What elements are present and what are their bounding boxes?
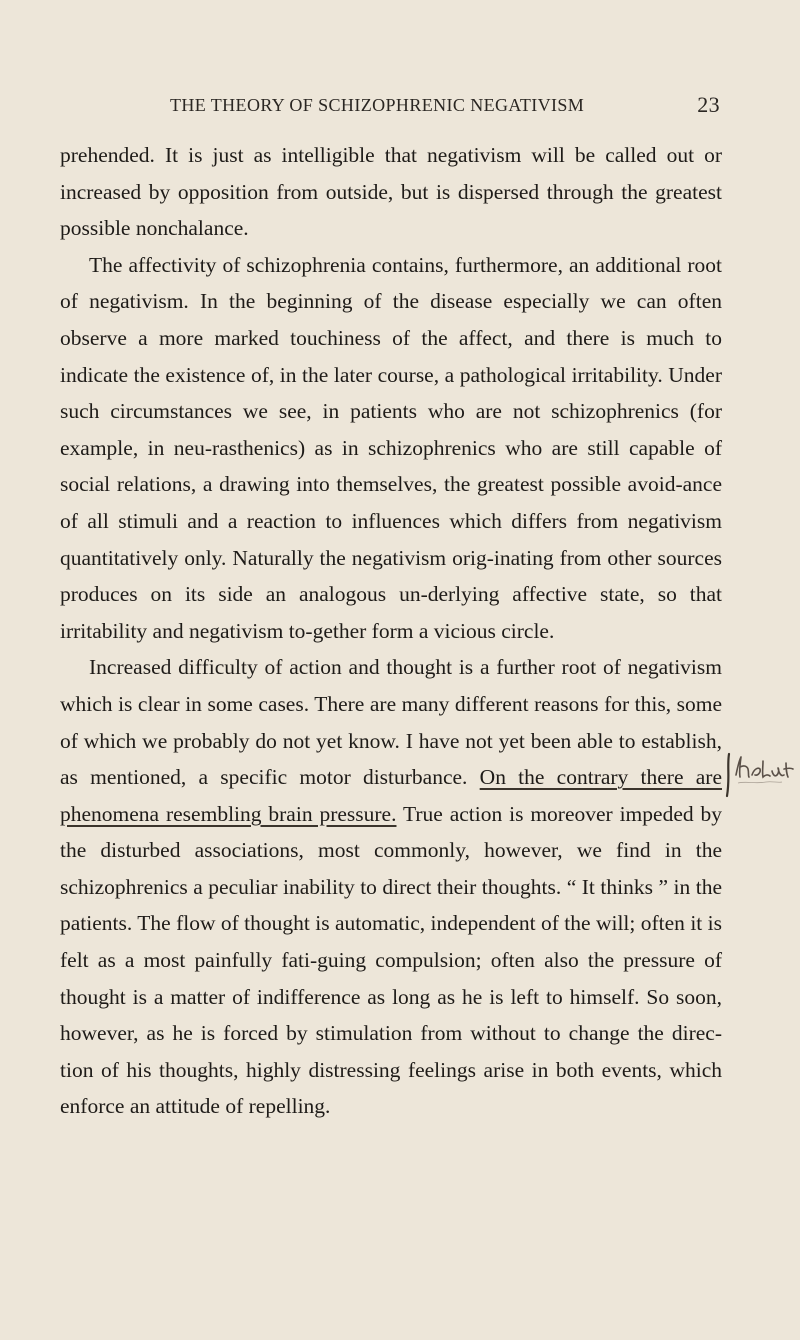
running-head-title: THE THEORY OF SCHIZOPHRENIC NEGATIVISM	[170, 95, 585, 115]
paragraph-2: The affectivity of schizophrenia contains, furthermore, an additional root of negativism. In the beginning of the disease especially we can often observe a more marked touchiness of the affect, and there is much to indicate the existence of, in the later course, a pathological irritability. Under such circumstances we see, in patients who are not schizophrenics (for example, in neu-rasthenics) as in schizophrenics who are still capable of social relations, a drawing into themselves, the greatest possible avoid-ance of all stimuli and a reaction to influences which differs from negativism quantitatively only. Naturally the negativism orig-inating from other sources produces on its side an analogous un-derlying affective state, so that irritability and negativism to-gether form a vicious circle.	[60, 252, 722, 643]
paragraph-1: prehended. It is just as intelligible that negativism will be called out or increased by opposition from outside, but is dispersed through the greatest possible nonchalance.	[60, 143, 722, 241]
paragraph-3-text-after: True action is moreover impeded by the disturbed associations, most commonly, however, we find in the schizophrenics a peculiar inability to direct their thoughts. “ It thinks ” in the patients. The flow of thought is automatic, independent of the will; often it is felt as a most painfully fati-guing compulsion; often also the pressure of thought is a matter of indifference as long as he is left to himself. So soon, however, as he is forced by stimulation from without to change the direc-tion of his thoughts, highly distressing feelings arise in both events, which enforce an attitude of repelling.	[60, 801, 723, 1119]
handwritten-margin-note	[732, 753, 796, 787]
paragraph-3-text-before: Increased difficulty of action and thought is a further root of negativism which is clear in some cases. There are many different reasons for this, some of which we probably do not yet know. I have not yet been able to establish, as mentioned, a specific motor disturbance.	[60, 655, 722, 790]
page-number: 23	[697, 92, 720, 117]
body-text	[60, 137, 722, 1125]
paragraph-3	[60, 649, 722, 1125]
underlined-passage: On the contrary there are phenomena resembling brain pressure.	[60, 765, 722, 826]
margin-bracket-mark	[724, 752, 732, 798]
